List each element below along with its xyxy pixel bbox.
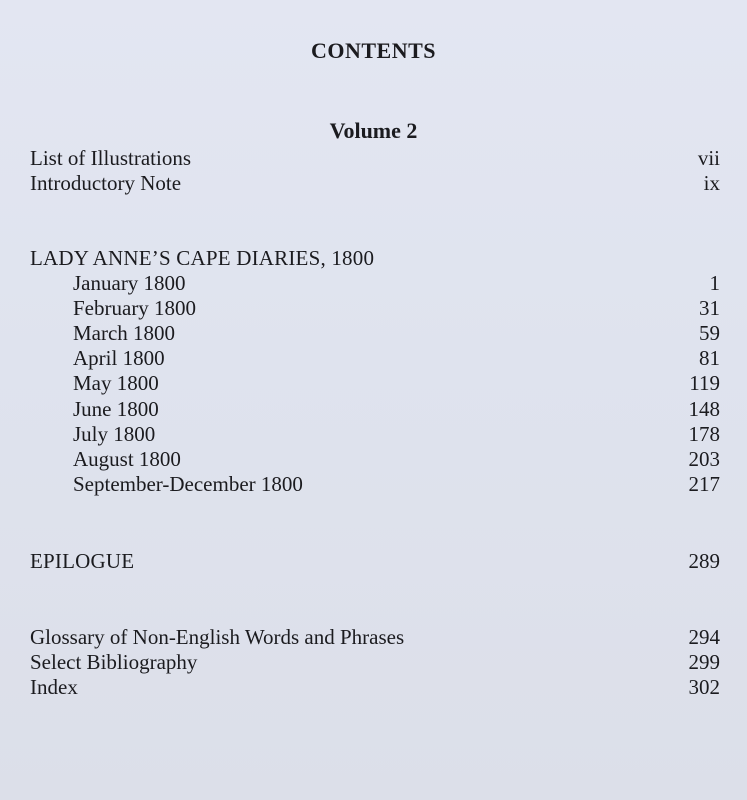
- toc-entry-label: List of Illustrations: [30, 146, 191, 170]
- toc-entry-label: August 1800: [73, 447, 181, 471]
- toc-entry-page: 294: [688, 625, 720, 649]
- toc-entry-page: vii: [697, 146, 720, 170]
- toc-entry-list-of-illustrations: [30, 145, 720, 171]
- toc-entry-may: [30, 370, 720, 396]
- toc-entry-january: [30, 270, 720, 296]
- section-title-cape-diaries: [30, 245, 720, 271]
- toc-entry-april: [30, 345, 720, 371]
- toc-entry-page: 59: [699, 321, 720, 345]
- contents-title: CONTENTS: [310, 38, 437, 63]
- toc-entry-introductory-note: [30, 170, 720, 196]
- toc-entry-page: 217: [688, 472, 720, 496]
- toc-entry-label: March 1800: [73, 321, 176, 345]
- toc-entry-page: 299: [688, 650, 720, 674]
- toc-entry-label: Select Bibliography: [30, 650, 198, 674]
- toc-entry-page: 119: [689, 371, 720, 395]
- toc-entry-page: 203: [688, 447, 720, 471]
- toc-entry-page: ix: [703, 171, 720, 195]
- toc-entry-label: Index: [30, 675, 78, 699]
- toc-entry-september-december: [30, 471, 720, 497]
- toc-entry-june: [30, 396, 720, 422]
- toc-entry-label: July 1800: [73, 422, 156, 446]
- toc-entry-page: 81: [699, 346, 720, 370]
- toc-entry-page: 148: [688, 397, 720, 421]
- toc-entry-label: April 1800: [73, 346, 165, 370]
- toc-entry-february: [30, 295, 720, 321]
- section-label: EPILOGUE: [30, 549, 135, 573]
- toc-entry-epilogue: [30, 548, 720, 574]
- toc-entry-august: [30, 446, 720, 472]
- volume-title: Volume 2: [329, 118, 418, 143]
- toc-entry-page: 1: [709, 271, 720, 295]
- toc-entry-label: June 1800: [73, 397, 159, 421]
- toc-entry-label: Introductory Note: [30, 171, 182, 195]
- toc-entry-july: [30, 421, 720, 447]
- toc-entry-page: 289: [688, 549, 720, 573]
- toc-entry-label: Glossary of Non-English Words and Phrases: [30, 625, 405, 649]
- toc-entry-label: May 1800: [73, 371, 159, 395]
- toc-entry-march: [30, 320, 720, 346]
- toc-entry-label: September-December 1800: [73, 472, 303, 496]
- toc-entry-glossary: [30, 624, 720, 650]
- toc-entry-select-bibliography: [30, 649, 720, 675]
- toc-entry-label: February 1800: [73, 296, 197, 320]
- toc-entry-page: 302: [688, 675, 720, 699]
- toc-entry-page: 178: [688, 422, 720, 446]
- toc-entry-page: 31: [699, 296, 720, 320]
- section-label: LADY ANNE’S CAPE DIARIES, 1800: [30, 246, 375, 270]
- toc-entry-label: January 1800: [73, 271, 186, 295]
- toc-entry-index: [30, 674, 720, 700]
